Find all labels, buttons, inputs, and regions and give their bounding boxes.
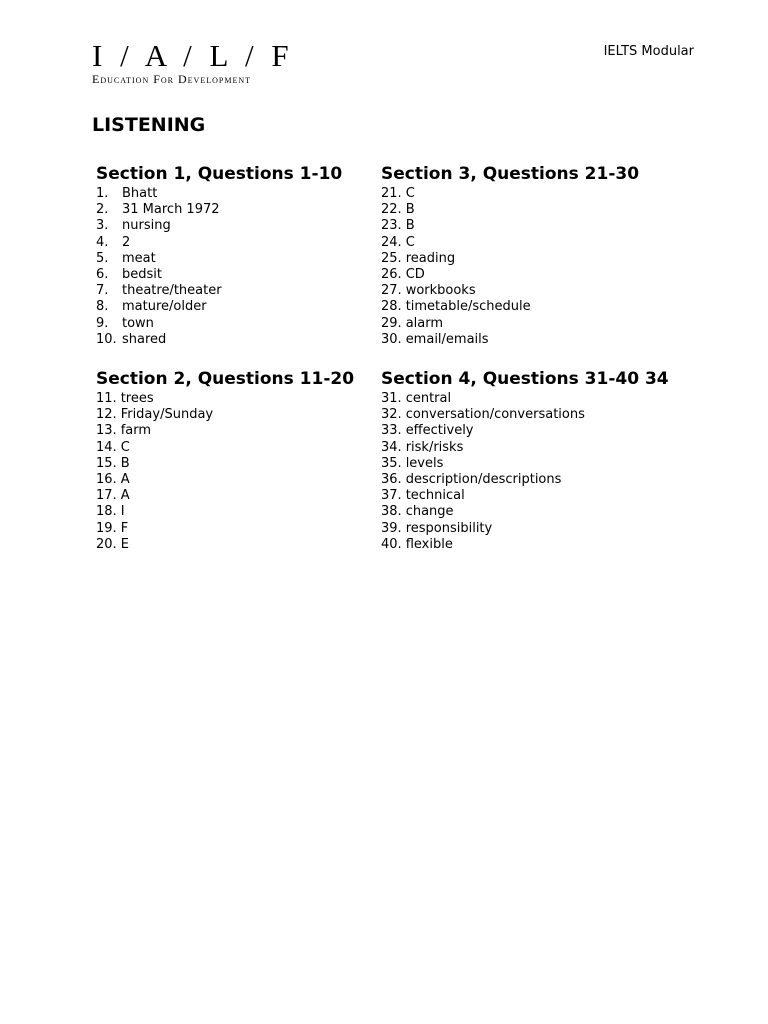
question-number: 2.	[96, 202, 109, 218]
answer-item	[381, 283, 671, 299]
answer-text: E	[120, 536, 129, 552]
answer-item	[96, 316, 386, 332]
answer-text: nursing	[122, 218, 171, 234]
question-number: 40.	[381, 536, 402, 552]
answer-item	[96, 521, 386, 537]
answer-item	[381, 456, 671, 472]
question-number: 6.	[96, 267, 109, 283]
answer-text: reading	[405, 250, 456, 266]
answer-text: bedsit	[122, 267, 162, 283]
answer-text: A	[120, 472, 130, 488]
answer-text: C	[120, 439, 130, 455]
question-number: 34.	[381, 439, 402, 455]
document-type-label: IELTS Modular	[603, 44, 694, 59]
answer-item	[96, 440, 386, 456]
answer-text: B	[405, 202, 415, 218]
question-number: 16.	[96, 472, 117, 488]
answer-item	[381, 332, 671, 348]
answer-item	[381, 267, 671, 283]
question-number: 3.	[96, 218, 109, 234]
answer-text: trees	[120, 391, 154, 406]
answer-item	[381, 299, 671, 315]
answer-text: description/descriptions	[405, 472, 562, 488]
answer-text: C	[405, 186, 415, 201]
question-number: 17.	[96, 488, 117, 504]
answer-text: timetable/schedule	[405, 299, 531, 315]
answer-item	[381, 391, 671, 407]
answer-item	[381, 316, 671, 332]
answer-item	[96, 391, 386, 407]
page-title: LISTENING	[92, 114, 206, 136]
question-number: 1.	[96, 186, 109, 201]
answer-item	[96, 283, 386, 299]
answer-list	[96, 186, 386, 348]
answer-item	[381, 218, 671, 234]
answer-text: responsibility	[405, 520, 493, 536]
answer-item	[381, 472, 671, 488]
answer-item	[96, 456, 386, 472]
question-number: 14.	[96, 439, 117, 455]
answer-text: central	[405, 391, 452, 406]
answer-list	[381, 186, 671, 348]
answer-text: town	[122, 315, 154, 331]
answer-item	[381, 521, 671, 537]
answer-text: B	[405, 218, 415, 234]
answer-text: change	[405, 504, 454, 520]
question-number: 5.	[96, 250, 109, 266]
question-number: 18.	[96, 504, 117, 520]
section-heading: Section 2, Questions 11-20	[96, 369, 355, 389]
answer-text: Friday/Sunday	[120, 407, 214, 423]
question-number: 4.	[96, 234, 109, 250]
answer-text: technical	[405, 488, 465, 504]
answer-item	[96, 537, 386, 553]
question-number: 30.	[381, 331, 402, 347]
question-number: 20.	[96, 536, 117, 552]
answer-text: 2	[122, 234, 131, 250]
answer-text: effectively	[405, 423, 474, 439]
answer-item	[96, 202, 386, 218]
question-number: 36.	[381, 472, 402, 488]
answer-text: meat	[122, 250, 156, 266]
question-number: 13.	[96, 423, 117, 439]
section-3-block	[381, 163, 671, 348]
answer-text: Bhatt	[122, 186, 158, 201]
answer-item	[381, 423, 671, 439]
answer-item	[96, 186, 386, 202]
question-number: 24.	[381, 234, 402, 250]
question-number: 23.	[381, 218, 402, 234]
question-number: 11.	[96, 391, 117, 406]
section-2-block	[96, 368, 386, 553]
answer-text: shared	[122, 331, 167, 347]
answer-text: CD	[405, 267, 425, 283]
answer-list	[381, 391, 671, 553]
question-number: 31.	[381, 391, 402, 406]
question-number: 19.	[96, 520, 117, 536]
answer-item	[96, 267, 386, 283]
answer-text: flexible	[405, 536, 453, 552]
question-number: 39.	[381, 520, 402, 536]
answer-item	[381, 251, 671, 267]
answer-text: mature/older	[122, 299, 207, 315]
answer-item	[381, 504, 671, 520]
answer-item	[96, 423, 386, 439]
logo-tagline: Education For Development	[92, 72, 251, 86]
section-heading: Section 1, Questions 1-10	[96, 164, 343, 184]
answer-item	[381, 186, 671, 202]
section-1-block	[96, 163, 386, 348]
section-4-block	[381, 368, 671, 553]
question-number: 7.	[96, 283, 109, 299]
answer-item	[381, 407, 671, 423]
answer-text: theatre/theater	[122, 283, 222, 299]
answer-text: C	[405, 234, 415, 250]
answer-item	[96, 504, 386, 520]
question-number: 21.	[381, 186, 402, 201]
answer-item	[381, 537, 671, 553]
answer-item	[96, 299, 386, 315]
question-number: 38.	[381, 504, 402, 520]
answer-text: A	[120, 488, 130, 504]
question-number: 26.	[381, 267, 402, 283]
question-number: 12.	[96, 407, 117, 423]
question-number: 9.	[96, 315, 109, 331]
answer-item	[96, 407, 386, 423]
answer-text: levels	[405, 455, 444, 471]
answer-item	[381, 202, 671, 218]
answer-item	[96, 251, 386, 267]
section-heading: Section 3, Questions 21-30	[381, 164, 640, 184]
question-number: 8.	[96, 299, 109, 315]
answer-item	[96, 488, 386, 504]
answer-text: I	[120, 504, 125, 520]
question-number: 27.	[381, 283, 402, 299]
question-number: 35.	[381, 455, 402, 471]
answer-item	[381, 488, 671, 504]
answer-text: conversation/conversations	[405, 407, 585, 423]
answer-list	[96, 391, 386, 553]
section-heading: Section 4, Questions 31-40 34	[381, 369, 669, 389]
ialf-logo	[92, 40, 292, 85]
answer-text: email/emails	[405, 331, 489, 347]
question-number: 32.	[381, 407, 402, 423]
logo-wordmark: I / A / L / F	[92, 38, 294, 73]
question-number: 29.	[381, 315, 402, 331]
answer-item	[381, 235, 671, 251]
answer-text: workbooks	[405, 283, 476, 299]
answer-item	[96, 472, 386, 488]
answer-text: risk/risks	[405, 439, 464, 455]
answer-text: F	[120, 520, 129, 536]
question-number: 10.	[96, 331, 117, 347]
answer-text: alarm	[405, 315, 444, 331]
answer-item	[96, 218, 386, 234]
answer-item	[96, 235, 386, 251]
question-number: 25.	[381, 250, 402, 266]
answer-item	[381, 440, 671, 456]
question-number: 28.	[381, 299, 402, 315]
question-number: 15.	[96, 455, 117, 471]
question-number: 33.	[381, 423, 402, 439]
question-number: 37.	[381, 488, 402, 504]
question-number: 22.	[381, 202, 402, 218]
answer-text: 31 March 1972	[122, 202, 220, 218]
answer-text: B	[120, 455, 130, 471]
answer-text: farm	[120, 423, 152, 439]
answer-item	[96, 332, 386, 348]
